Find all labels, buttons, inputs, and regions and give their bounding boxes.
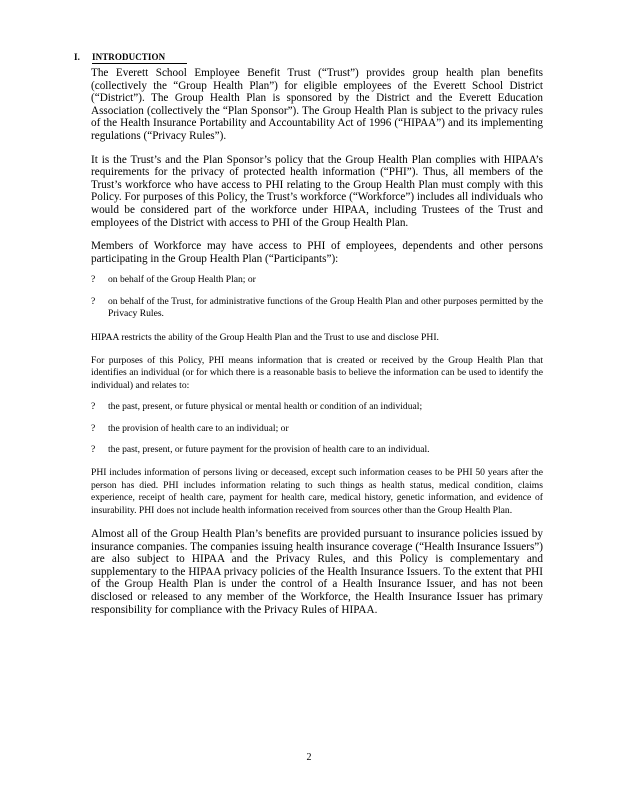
bullet-mark: ? xyxy=(91,401,96,413)
bullet-mark: ? xyxy=(91,295,96,307)
bullet-mark: ? xyxy=(91,422,96,434)
paragraph-policy-statement: It is the Trust’s and the Plan Sponsor’s policy that the Group Health Plan complies with HIPAA’s requirements for the privacy of protected health information (“PHI”). Thus, all members of the Trust’s workforce who have access to PHI relating to the Group Health Plan must comply with this Policy. For purposes of this Policy, the Trust’s workforce (“Workforce”) includes all individuals who would be considered part of the workforce under HIPAA, including Trustees of the Trust and employees of the District with access to PHI of the Group Health Plan. xyxy=(91,153,543,229)
bullet-text: on behalf of the Trust, for administrative functions of the Group Health Plan and other purposes permitted by the Privacy Rules. xyxy=(108,295,543,320)
section-title: INTRODUCTION xyxy=(92,52,187,64)
bullet-text: the past, present, or future payment for the provision of health care to an individual. xyxy=(108,443,430,455)
bullet-mark: ? xyxy=(91,443,96,455)
list-item xyxy=(91,296,543,321)
bullet-text: the provision of health care to an individual; or xyxy=(108,422,289,434)
list-item xyxy=(91,423,543,435)
paragraph-hipaa-restricts: HIPAA restricts the ability of the Group Health Plan and the Trust to use and disclose PHI. xyxy=(91,331,439,343)
paragraph-trust-overview: The Everett School Employee Benefit Trust (“Trust”) provides group health plan benefits (collectively the “Group Health Plan”) for eligible employees of the Everett School District (“District”). The Group Health Plan is sponsored by the District and the Everett Education Association (collectively the “Plan Sponsor”). The Group Health Plan is subject to the privacy rules of the Health Insurance Portability and Accountability Act of 1996 (“HIPAA”) and its implementing regulations (“Privacy Rules”). xyxy=(91,67,543,142)
paragraph-workforce-access: Members of Workforce may have access to PHI of employees, dependents and other persons participating in the Group Health Plan (“Participants”): xyxy=(91,240,543,265)
document-body xyxy=(91,67,543,616)
paragraph-phi-includes: PHI includes information of persons living or deceased, except such information ceases to be PHI 50 years after the person has died. PHI includes information relating to such things as health status, medical condition, claims experience, receipt of health care, payment for health care, medical history, genetic information, and evidence of insurability. PHI does not include health information received from sources other than the Group Health Plan. xyxy=(91,467,543,516)
list-item xyxy=(91,274,543,286)
paragraph-insurance-issuers: Almost all of the Group Health Plan’s benefits are provided pursuant to insurance policies issued by insurance companies. The companies issuing health insurance coverage (“Health Insurance Issuers”) are also subject to HIPAA and the Privacy Rules, and this Policy is complementary and supplementary to the HIPAA privacy policies of the Health Insurance Issuers. To the extent that PHI of the Group Health Plan is under the control of a Health Insurance Issuer, and has not been disclosed or released to any member of the Workforce, the Health Insurance Issuer has primary responsibility for compliance with the Privacy Rules of HIPAA. xyxy=(91,528,543,616)
paragraph-phi-definition: For purposes of this Policy, PHI means information that is created or received by the Group Health Plan that identifies an individual (or for which there is a reasonable basis to believe the information can be used to identify the individual) and relates to: xyxy=(91,354,543,391)
bullet-text: the past, present, or future physical or mental health or condition of an individual; xyxy=(108,401,423,413)
list-item xyxy=(91,401,543,413)
bullet-mark: ? xyxy=(91,274,96,286)
bullet-text: on behalf of the Group Health Plan; or xyxy=(108,274,256,286)
page-number: 2 xyxy=(306,752,312,763)
list-item xyxy=(91,444,543,456)
section-heading xyxy=(74,52,187,64)
section-number: I. xyxy=(74,52,80,62)
